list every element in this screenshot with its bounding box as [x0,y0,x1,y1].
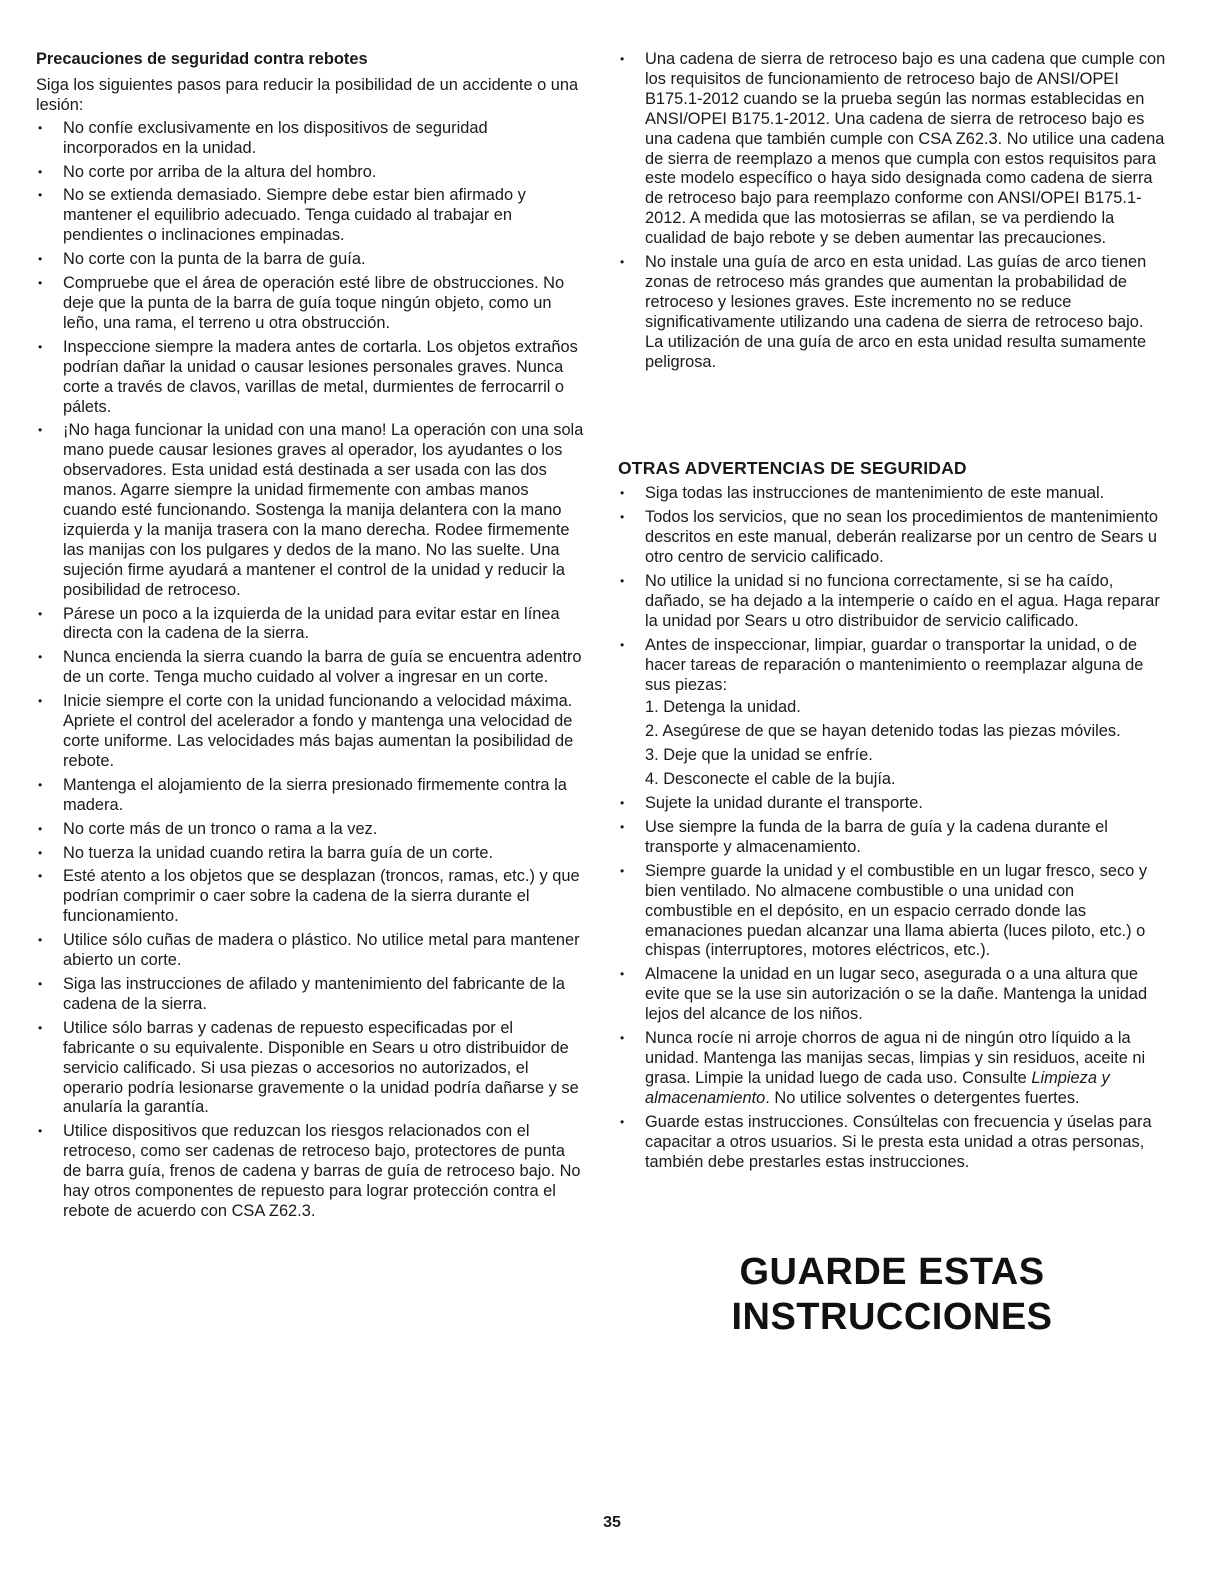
left-column [36,50,586,1226]
list-item-text: . No utilice solventes o detergentes fuertes. [765,1088,1080,1107]
list-item: • Utilice sólo cuñas de madera o plástico. No utilice metal para mantener abierto un corte. [36,931,586,971]
list-item: • No se extienda demasiado. Siempre debe estar bien afirmado y mantener el equilibrio adecuado. Tenga cuidado al trabajar en pendientes o inclinaciones empinadas. [36,186,586,246]
cross-reference: Limpieza y almacenamiento [645,1068,1110,1107]
kickback-precautions-list [36,119,586,1222]
other-warnings-list [618,484,1166,1172]
list-item [618,1029,1166,1109]
list-item: • Utilice sólo barras y cadenas de repuesto especificadas por el fabricante o su equivalente. Disponible en Sears u otro distribuidor de servicio calificado. Si usa piezas o accesorios no autorizados, el operario podría lesionarse gravemente o la unidad podría dañarse y se anularía la garantía. [36,1019,586,1119]
list-item: • Sujete la unidad durante el transporte. [618,794,1166,814]
list-item: • Inicie siempre el corte con la unidad funcionando a velocidad máxima. Apriete el control del acelerador a fondo y mantenga una velocidad de corte uniforme. Las velocidades más bajas aumentan la posibilidad de rebote. [36,692,586,772]
list-item: • ¡No haga funcionar la unidad con una mano! La operación con una sola mano puede causar lesiones graves al operador, los ayudantes o los observadores. Esta unidad está destinada a ser usada con las dos manos. Agarre siempre la unidad firmemente con ambas manos cuando esté funcionando. Sostenga la manija delantera con la mano izquierda y la manija trasera con la mano derecha. Rodee firmemente las manijas con los pulgares y dedos de la mano. No las suelte. Una sujeción firme ayudará a mantener el control de la unidad y reducir la posibilidad de retroceso. [36,421,586,600]
list-item: • Nunca encienda la sierra cuando la barra de guía se encuentra adentro de un corte. Tenga mucho cuidado al volver a ingresar en un corte. [36,648,586,688]
list-item: • Siga las instrucciones de afilado y mantenimiento del fabricante de la cadena de la sierra. [36,975,586,1015]
list-item: • No corte más de un tronco o rama a la vez. [36,820,586,840]
kickback-intro: Siga los siguientes pasos para reducir la posibilidad de un accidente o una lesión: [36,75,579,114]
list-item: • Mantenga el alojamiento de la sierra presionado firmemente contra la madera. [36,776,586,816]
list-item: • Siga todas las instrucciones de mantenimiento de este manual. [618,484,1166,504]
list-item: • Compruebe que el área de operación esté libre de obstrucciones. No deje que la punta de la barra de guía toque ningún objeto, como un leño, una rama, el terreno u otra obstrucción. [36,274,586,334]
list-item [618,636,1166,790]
list-item: • No confíe exclusivamente en los dispositivos de seguridad incorporados en la unidad. [36,119,586,159]
list-item: • Esté atento a los objetos que se desplazan (troncos, ramas, etc.) y que podrían comprimir o caer sobre la cadena de la sierra durante el funcionamiento. [36,867,586,927]
step-item: 1. Detenga la unidad. [645,698,801,717]
list-item: • Utilice dispositivos que reduzcan los riesgos relacionados con el retroceso, como ser cadenas de retroceso bajo, protectores de punta de barra guía, frenos de cadena y barras de guía de retroceso bajo. No hay otros componentes de repuesto para lograr protección contra el rebote de acuerdo con CSA Z62.3. [36,1122,586,1222]
list-item: • No corte con la punta de la barra de guía. [36,250,586,270]
steps-list [645,698,1166,790]
list-item: • Use siempre la funda de la barra de guía y la cadena durante el transporte y almacenamiento. [618,818,1166,858]
list-item: • No corte por arriba de la altura del hombro. [36,163,586,183]
page-number: 35 [603,1514,621,1531]
kickback-precautions-title: Precauciones de seguridad contra rebotes [36,50,368,68]
save-instructions-line-2: INSTRUCCIONES [731,1296,1053,1338]
low-kickback-chain-list [618,50,1166,373]
list-item: • Todos los servicios, que no sean los procedimientos de mantenimiento descritos en este manual, deberán realizarse por un centro de Sears u otro centro de servicio calificado. [618,508,1166,568]
list-item: • No instale una guía de arco en esta unidad. Las guías de arco tienen zonas de retroceso más grandes que aumentan la probabilidad de retroceso y lesiones graves. Este incremento no se reduce significativamente utilizando una cadena de sierra de retroceso bajo. La utilización de una guía de arco en esta unidad resulta sumamente peligrosa. [618,253,1166,372]
list-item-text: Antes de inspeccionar, limpiar, guardar o transportar la unidad, o de hacer tareas de reparación o mantenimiento o reemplazar alguna de sus piezas: [645,635,1144,694]
step-item: 4. Desconecte el cable de la bujía. [645,770,896,789]
other-warnings-title: OTRAS ADVERTENCIAS DE SEGURIDAD [618,457,967,478]
list-item: • No utilice la unidad si no funciona correctamente, si se ha caído, dañado, se ha dejado a la intemperie o caído en el agua. Haga reparar la unidad por Sears u otro distribuidor de servicio calificado. [618,572,1166,632]
list-item: • No tuerza la unidad cuando retira la barra guía de un corte. [36,844,586,864]
list-item: • Siempre guarde la unidad y el combustible en un lugar fresco, seco y bien ventilado. No almacene combustible o una unidad con combustible en el depósito, en un espacio cerrado donde las emanaciones puedan alcanzar una llama abierta (luces piloto, etc.) o chispas (interruptores, motores eléctricos, etc.). [618,862,1166,962]
list-item: • Una cadena de sierra de retroceso bajo es una cadena que cumple con los requisitos de funcionamiento de retroceso bajo de ANSI/OPEI B175.1-2012 cuando se la prueba según las normas establecidas en ANSI/OPEI B175.1-2012. Una cadena de sierra de retroceso bajo es una cadena que también cumple con CSA Z62.3. No utilice una cadena de sierra de reemplazo a menos que cumpla con estos requisitos para este modelo específico o haya sido designada como cadena de sierra de retroceso bajo para reemplazo conforme con ANSI/OPEI B175.1-2012. A medida que las motosierras se afilan, se va perdiendo la cualidad de bajo rebote y se deben aumentar las precauciones. [618,50,1166,249]
right-column [618,50,1166,1176]
step-item: 3. Deje que la unidad se enfríe. [645,746,873,765]
list-item: • Almacene la unidad en un lugar seco, asegurada o a una altura que evite que se la use sin autorización o se la dañe. Mantenga la unidad lejos del alcance de los niños. [618,965,1166,1025]
list-item: • Inspeccione siempre la madera antes de cortarla. Los objetos extraños podrían dañar la unidad o causar lesiones personales graves. Nunca corte a través de clavos, varillas de metal, durmientes de ferrocarril o pálets. [36,338,586,418]
list-item: • Párese un poco a la izquierda de la unidad para evitar estar en línea directa con la cadena de la sierra. [36,605,586,645]
save-instructions-line-1: GUARDE ESTAS [739,1251,1045,1293]
list-item-text: Nunca rocíe ni arroje chorros de agua ni de ningún otro líquido a la unidad. Mantenga las manijas secas, limpias y sin residuos, aceite ni grasa. Limpie la unidad luego de cada uso. Consulte [645,1029,1146,1087]
step-item: 2. Asegúrese de que se hayan detenido todas las piezas móviles. [645,722,1121,741]
list-item: • Guarde estas instrucciones. Consúltelas con frecuencia y úselas para capacitar a otros usuarios. Si le presta esta unidad a otras personas, también debe prestarles estas instrucciones. [618,1113,1166,1173]
